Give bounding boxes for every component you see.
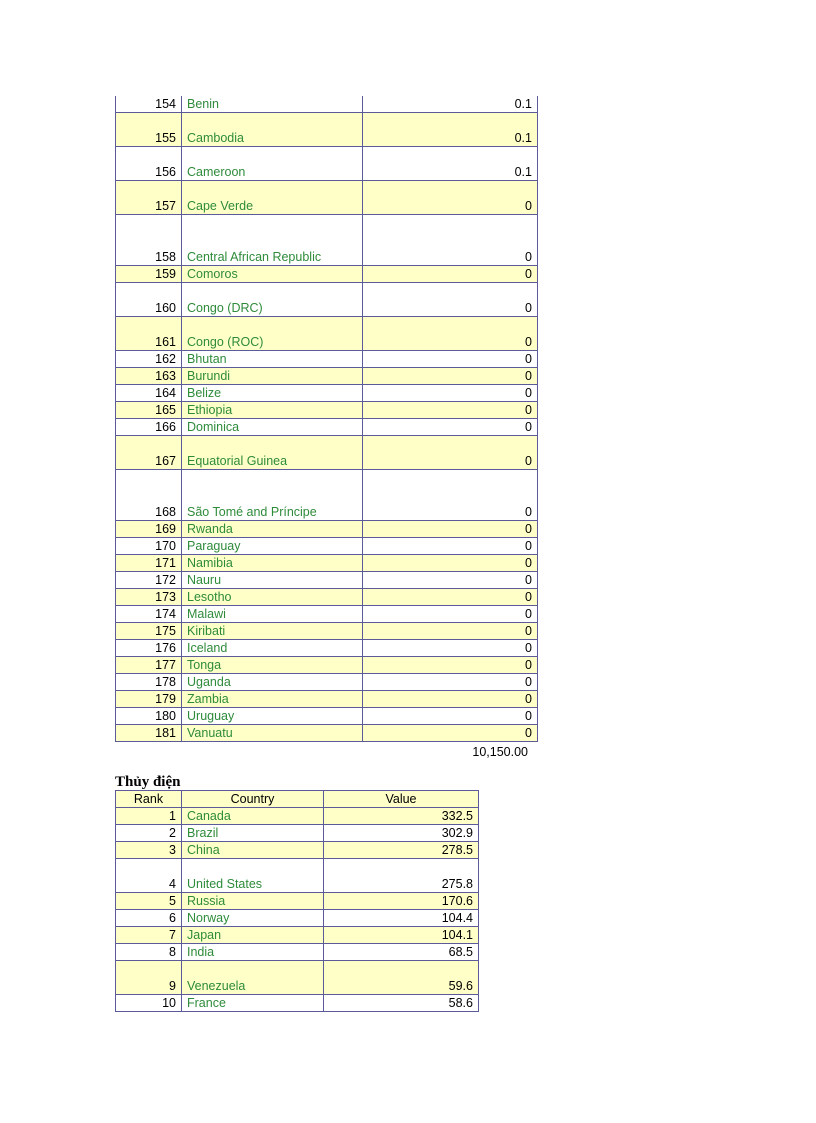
country-cell: France xyxy=(182,995,324,1012)
table-row xyxy=(116,402,538,419)
country-cell: Uganda xyxy=(182,674,363,691)
table-row xyxy=(116,961,479,995)
value-cell: 0 xyxy=(363,640,538,657)
rank-cell: 165 xyxy=(116,402,182,419)
value-cell: 0 xyxy=(363,572,538,589)
rank-cell: 162 xyxy=(116,351,182,368)
rank-cell: 169 xyxy=(116,521,182,538)
table-row xyxy=(116,147,538,181)
country-cell: Burundi xyxy=(182,368,363,385)
country-cell: Bhutan xyxy=(182,351,363,368)
rank-cell: 7 xyxy=(116,927,182,944)
country-cell: Vanuatu xyxy=(182,725,363,742)
table-row xyxy=(116,419,538,436)
table-row xyxy=(116,538,538,555)
rank-cell: 175 xyxy=(116,623,182,640)
table-row xyxy=(116,96,538,113)
table-row xyxy=(116,113,538,147)
country-cell: Comoros xyxy=(182,266,363,283)
value-cell: 0 xyxy=(363,181,538,215)
value-cell: 0 xyxy=(363,385,538,402)
value-cell: 0 xyxy=(363,555,538,572)
value-cell: 0 xyxy=(363,725,538,742)
value-cell: 302.9 xyxy=(324,825,479,842)
rank-cell: 179 xyxy=(116,691,182,708)
value-cell: 0 xyxy=(363,368,538,385)
country-cell: Venezuela xyxy=(182,961,324,995)
value-cell: 0.1 xyxy=(363,113,538,147)
value-cell: 0 xyxy=(363,538,538,555)
table-row xyxy=(116,589,538,606)
table-row xyxy=(116,691,538,708)
table-row xyxy=(116,606,538,623)
rank-cell: 6 xyxy=(116,910,182,927)
country-cell: Lesotho xyxy=(182,589,363,606)
rank-cell: 154 xyxy=(116,96,182,113)
rank-cell: 168 xyxy=(116,470,182,521)
table-row xyxy=(116,623,538,640)
country-cell: Benin xyxy=(182,96,363,113)
country-cell: Malawi xyxy=(182,606,363,623)
total-value: 10,150.00 xyxy=(472,745,528,759)
rank-cell: 1 xyxy=(116,808,182,825)
hydropower-table-header-row xyxy=(116,791,479,808)
country-cell: Paraguay xyxy=(182,538,363,555)
value-cell: 0 xyxy=(363,470,538,521)
value-cell: 275.8 xyxy=(324,859,479,893)
country-cell: Zambia xyxy=(182,691,363,708)
table-row xyxy=(116,181,538,215)
rank-cell: 167 xyxy=(116,436,182,470)
rank-cell: 163 xyxy=(116,368,182,385)
value-cell: 0 xyxy=(363,708,538,725)
value-cell: 0 xyxy=(363,623,538,640)
rank-cell: 157 xyxy=(116,181,182,215)
value-cell: 0 xyxy=(363,436,538,470)
country-cell: China xyxy=(182,842,324,859)
country-cell: Russia xyxy=(182,893,324,910)
table-row xyxy=(116,266,538,283)
value-cell: 0 xyxy=(363,521,538,538)
value-cell: 0 xyxy=(363,657,538,674)
rank-cell: 155 xyxy=(116,113,182,147)
rank-cell: 5 xyxy=(116,893,182,910)
rank-cell: 166 xyxy=(116,419,182,436)
value-cell: 0 xyxy=(363,317,538,351)
table-row xyxy=(116,674,538,691)
country-column-header: Country xyxy=(182,791,324,808)
rank-cell: 171 xyxy=(116,555,182,572)
table-row xyxy=(116,385,538,402)
value-cell: 170.6 xyxy=(324,893,479,910)
rank-cell: 9 xyxy=(116,961,182,995)
country-cell: São Tomé and Príncipe xyxy=(182,470,363,521)
rank-cell: 159 xyxy=(116,266,182,283)
country-cell: Iceland xyxy=(182,640,363,657)
rank-cell: 3 xyxy=(116,842,182,859)
country-cell: Congo (DRC) xyxy=(182,283,363,317)
table-row xyxy=(116,572,538,589)
country-cell: Ethiopia xyxy=(182,402,363,419)
hydropower-section-title: Thủy điện xyxy=(115,774,181,790)
rank-cell: 164 xyxy=(116,385,182,402)
country-cell: Congo (ROC) xyxy=(182,317,363,351)
country-cell: Rwanda xyxy=(182,521,363,538)
rank-cell: 158 xyxy=(116,215,182,266)
table-row xyxy=(116,657,538,674)
table-row xyxy=(116,317,538,351)
rank-cell: 2 xyxy=(116,825,182,842)
table-row xyxy=(116,808,479,825)
value-column-header: Value xyxy=(324,791,479,808)
country-cell: Brazil xyxy=(182,825,324,842)
table-row xyxy=(116,708,538,725)
table-row xyxy=(116,283,538,317)
rank-column-header: Rank xyxy=(116,791,182,808)
table-row xyxy=(116,470,538,521)
value-cell: 0 xyxy=(363,266,538,283)
energy-ranking-table-continued xyxy=(115,96,538,742)
value-cell: 104.1 xyxy=(324,927,479,944)
value-cell: 0 xyxy=(363,589,538,606)
country-cell: Norway xyxy=(182,910,324,927)
value-cell: 332.5 xyxy=(324,808,479,825)
value-cell: 0 xyxy=(363,402,538,419)
value-cell: 0 xyxy=(363,606,538,623)
value-cell: 0 xyxy=(363,283,538,317)
value-cell: 0.1 xyxy=(363,147,538,181)
country-cell: Nauru xyxy=(182,572,363,589)
table-row xyxy=(116,910,479,927)
country-cell: United States xyxy=(182,859,324,893)
energy-ranking-table-body xyxy=(116,96,538,742)
table-row xyxy=(116,351,538,368)
hydropower-table-body xyxy=(116,808,479,1012)
rank-cell: 160 xyxy=(116,283,182,317)
table-row xyxy=(116,944,479,961)
rank-cell: 181 xyxy=(116,725,182,742)
rank-cell: 161 xyxy=(116,317,182,351)
rank-cell: 174 xyxy=(116,606,182,623)
table-row xyxy=(116,215,538,266)
country-cell: Uruguay xyxy=(182,708,363,725)
table-row xyxy=(116,725,538,742)
country-cell: Dominica xyxy=(182,419,363,436)
table-row xyxy=(116,521,538,538)
value-cell: 58.6 xyxy=(324,995,479,1012)
hydropower-table xyxy=(115,790,479,1012)
value-cell: 0 xyxy=(363,351,538,368)
country-cell: Kiribati xyxy=(182,623,363,640)
table-row xyxy=(116,927,479,944)
table-row xyxy=(116,640,538,657)
rank-cell: 178 xyxy=(116,674,182,691)
value-cell: 278.5 xyxy=(324,842,479,859)
table-row xyxy=(116,893,479,910)
table-row xyxy=(116,368,538,385)
rank-cell: 156 xyxy=(116,147,182,181)
value-cell: 0.1 xyxy=(363,96,538,113)
country-cell: Japan xyxy=(182,927,324,944)
country-cell: Equatorial Guinea xyxy=(182,436,363,470)
country-cell: Cameroon xyxy=(182,147,363,181)
table-row xyxy=(116,825,479,842)
country-cell: Central African Republic xyxy=(182,215,363,266)
table-row xyxy=(116,995,479,1012)
table-row xyxy=(116,859,479,893)
rank-cell: 172 xyxy=(116,572,182,589)
rank-cell: 4 xyxy=(116,859,182,893)
country-cell: India xyxy=(182,944,324,961)
value-cell: 68.5 xyxy=(324,944,479,961)
value-cell: 0 xyxy=(363,215,538,266)
value-cell: 0 xyxy=(363,419,538,436)
rank-cell: 173 xyxy=(116,589,182,606)
table-row xyxy=(116,555,538,572)
rank-cell: 177 xyxy=(116,657,182,674)
country-cell: Namibia xyxy=(182,555,363,572)
table-row xyxy=(116,436,538,470)
rank-cell: 170 xyxy=(116,538,182,555)
rank-cell: 176 xyxy=(116,640,182,657)
value-cell: 0 xyxy=(363,674,538,691)
value-cell: 59.6 xyxy=(324,961,479,995)
country-cell: Cape Verde xyxy=(182,181,363,215)
rank-cell: 8 xyxy=(116,944,182,961)
rank-cell: 10 xyxy=(116,995,182,1012)
value-cell: 0 xyxy=(363,691,538,708)
rank-cell: 180 xyxy=(116,708,182,725)
value-cell: 104.4 xyxy=(324,910,479,927)
country-cell: Canada xyxy=(182,808,324,825)
country-cell: Cambodia xyxy=(182,113,363,147)
table-row xyxy=(116,842,479,859)
country-cell: Belize xyxy=(182,385,363,402)
country-cell: Tonga xyxy=(182,657,363,674)
